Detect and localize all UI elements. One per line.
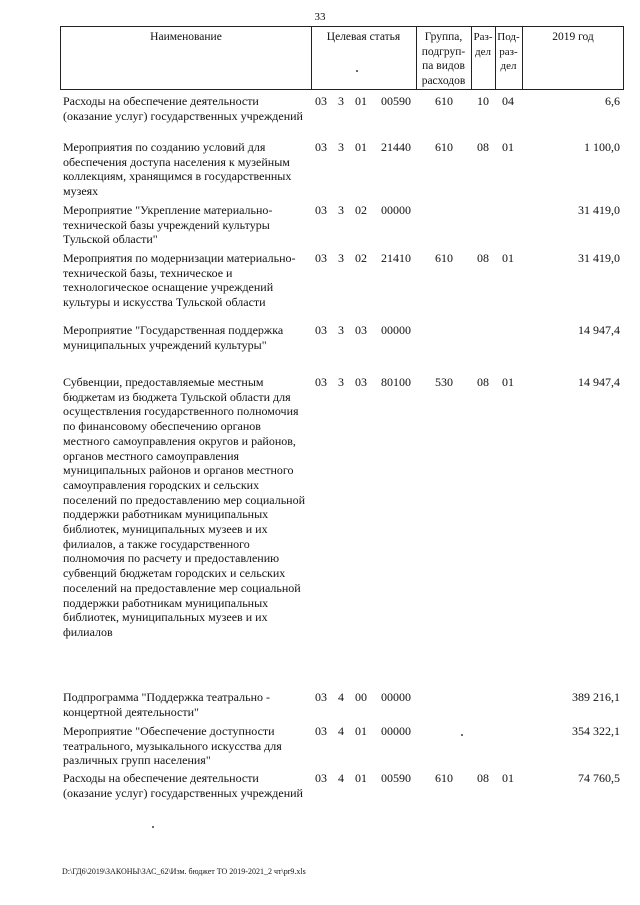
- row-name: Мероприятие "Обеспечение доступности театрального, музыкального искусства для различных групп населения": [63, 724, 282, 768]
- target-subprogram: 4: [338, 690, 344, 704]
- row-name: Субвенции, предоставляемые местным бюджетам из бюджета Тульской области для осуществления государственного полномочия по финансовому обеспечению органов местного самоуправления округов и районов, органов местного самоуправления муниципальных районов и органов местного самоуправления городских и сельских поселений по предоставлению мер социальной поддержки работникам муниципальных библиотек, муниципальных музеев и их филиалов, а также государственного полномочия по расчету и предоставлению субвенций бюджетам городских и сельских поселений на предоставление мер социальной поддержки работникам муниципальных библиотек, муниципальных музеев и их филиалов: [63, 375, 306, 639]
- target-program: 03: [315, 323, 327, 337]
- target-direction: 00000: [381, 724, 411, 738]
- target-program: 03: [315, 140, 327, 154]
- target-direction: 00000: [381, 203, 411, 217]
- header-group: Группа, подгруп- па видов расходов: [421, 31, 466, 87]
- target-event: 01: [355, 724, 367, 738]
- target-program: 03: [315, 690, 327, 704]
- amount-2019: 389 216,1: [572, 690, 620, 704]
- page-number: 33: [314, 11, 326, 23]
- target-event: 02: [355, 203, 367, 217]
- header-name: Наименование: [150, 31, 222, 43]
- target-event: 01: [355, 94, 367, 108]
- header-section: Раз- дел: [473, 31, 493, 58]
- target-direction: 21440: [381, 140, 411, 154]
- target-event: 03: [355, 323, 367, 337]
- table-header: [60, 26, 624, 90]
- amount-2019: 14 947,4: [578, 375, 620, 389]
- section: 10: [477, 94, 489, 108]
- target-subprogram: 4: [338, 724, 344, 738]
- target-program: 03: [315, 94, 327, 108]
- target-program: 03: [315, 203, 327, 217]
- amount-2019: 14 947,4: [578, 323, 620, 337]
- row-name: Мероприятия по модернизации материально-технической базы, техническое и технологическое оснащение учреждений культуры и искусства Тульской области: [63, 251, 296, 310]
- amount-2019: 354 322,1: [572, 724, 620, 738]
- target-event: 01: [355, 140, 367, 154]
- target-event: 01: [355, 771, 367, 785]
- subsection: 01: [502, 771, 514, 785]
- target-program: 03: [315, 251, 327, 265]
- target-direction: 21410: [381, 251, 411, 265]
- target-subprogram: 3: [338, 323, 344, 337]
- header-target: Целевая статья: [326, 31, 401, 43]
- expense-group: 610: [435, 251, 453, 265]
- target-event: 02: [355, 251, 367, 265]
- amount-2019: 31 419,0: [578, 251, 620, 265]
- subsection: 01: [502, 251, 514, 265]
- section: 08: [477, 375, 489, 389]
- target-subprogram: 3: [338, 251, 344, 265]
- target-subprogram: 4: [338, 771, 344, 785]
- target-event: 00: [355, 690, 367, 704]
- subsection: 01: [502, 140, 514, 154]
- row-name: Расходы на обеспечение деятельности (оказание услуг) государственных учреждений: [63, 94, 303, 123]
- file-path-footer: D:\ГД6\2019\ЗАКОНЫ\ЗАС_62\Изм. бюджет ТО 2019-2021_2 чт\pr9.xls: [62, 867, 306, 876]
- target-program: 03: [315, 724, 327, 738]
- header-year: 2019 год: [552, 31, 594, 43]
- target-subprogram: 3: [338, 203, 344, 217]
- amount-2019: 1 100,0: [584, 140, 620, 154]
- expense-group: 610: [435, 140, 453, 154]
- target-event: 03: [355, 375, 367, 389]
- target-direction: 00590: [381, 94, 411, 108]
- amount-2019: 6,6: [605, 94, 620, 108]
- section: 08: [477, 771, 489, 785]
- section: 08: [477, 251, 489, 265]
- target-program: 03: [315, 771, 327, 785]
- row-name: Мероприятие "Укрепление материально-технической базы учреждений культуры Тульской области": [63, 203, 273, 247]
- target-direction: 80100: [381, 375, 411, 389]
- target-direction: 00000: [381, 690, 411, 704]
- row-name: Подпрограмма "Поддержка театрально - концертной деятельности": [63, 690, 270, 719]
- section: 08: [477, 140, 489, 154]
- target-direction: 00590: [381, 771, 411, 785]
- amount-2019: 31 419,0: [578, 203, 620, 217]
- target-subprogram: 3: [338, 375, 344, 389]
- row-name: Расходы на обеспечение деятельности (оказание услуг) государственных учреждений: [63, 771, 303, 800]
- expense-group: 530: [435, 375, 453, 389]
- row-name: Мероприятия по созданию условий для обеспечения доступа населения к музейным коллекциям, хранящимся в государственных музеях: [63, 140, 292, 199]
- target-subprogram: 3: [338, 94, 344, 108]
- amount-2019: 74 760,5: [578, 771, 620, 785]
- target-program: 03: [315, 375, 327, 389]
- row-name: Мероприятие "Государственная поддержка муниципальных учреждений культуры": [63, 323, 284, 352]
- target-subprogram: 3: [338, 140, 344, 154]
- expense-group: 610: [435, 94, 453, 108]
- header-subsection: Под- раз- дел: [497, 31, 520, 72]
- subsection: 01: [502, 375, 514, 389]
- expense-group: 610: [435, 771, 453, 785]
- subsection: 04: [502, 94, 514, 108]
- target-direction: 00000: [381, 323, 411, 337]
